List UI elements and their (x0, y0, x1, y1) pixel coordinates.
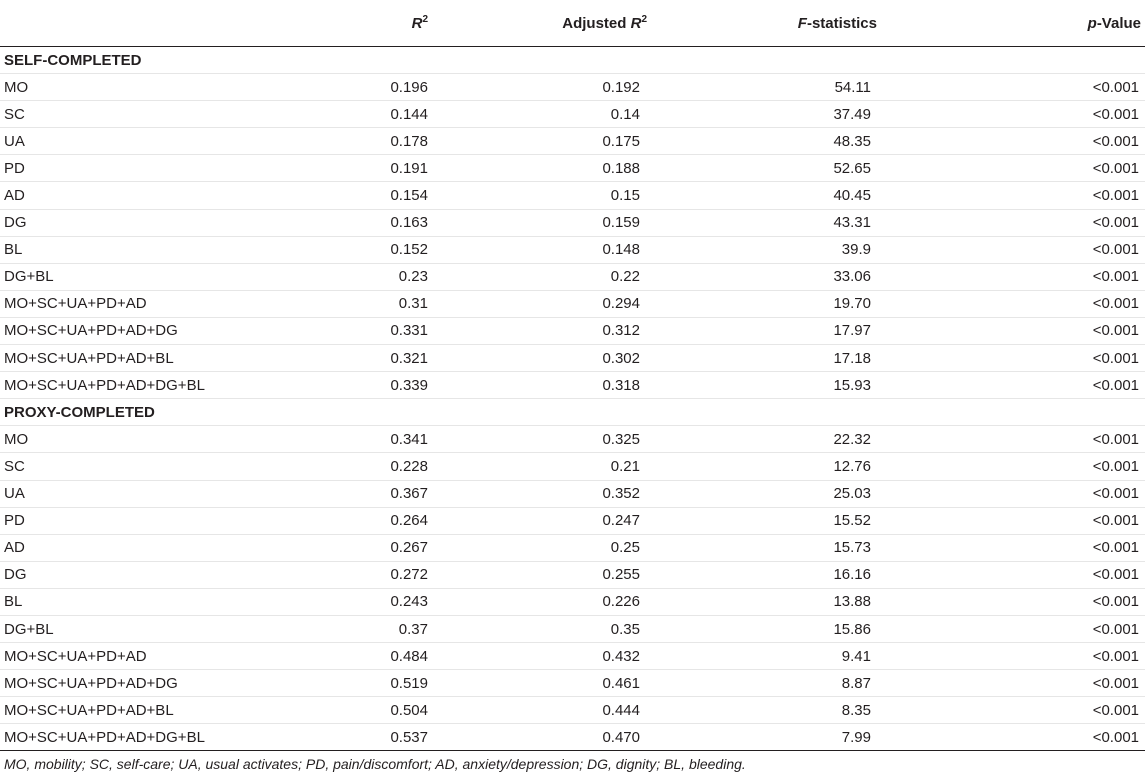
model-name-cell: SC (0, 453, 300, 480)
f-statistic-cell: 19.70 (654, 290, 880, 317)
f-statistic-cell: 52.65 (654, 155, 880, 182)
f-statistic-cell: 40.45 (654, 182, 880, 209)
section-header-row (0, 47, 1145, 74)
table-header (0, 0, 1145, 47)
table-row (0, 74, 1145, 101)
adjusted-r-squared-cell: 0.175 (428, 128, 654, 155)
f-statistic-cell: 15.73 (654, 534, 880, 561)
f-statistic-cell: 33.06 (654, 263, 880, 290)
p-value-cell: <0.001 (880, 236, 1145, 263)
model-name-cell: AD (0, 182, 300, 209)
adjusted-r-squared-cell: 0.461 (428, 670, 654, 697)
f-statistic-cell: 37.49 (654, 101, 880, 128)
p-value-cell: <0.001 (880, 588, 1145, 615)
adjusted-r-squared-cell: 0.15 (428, 182, 654, 209)
table-row (0, 317, 1145, 344)
table-row (0, 236, 1145, 263)
section-title: SELF-COMPLETED (0, 47, 1145, 74)
model-name-cell: DG+BL (0, 263, 300, 290)
r-squared-cell: 0.331 (300, 317, 428, 344)
p-value-cell: <0.001 (880, 643, 1145, 670)
model-name-cell: MO+SC+UA+PD+AD+BL (0, 345, 300, 372)
p-value-cell: <0.001 (880, 670, 1145, 697)
p-value-cell: <0.001 (880, 128, 1145, 155)
table-row (0, 155, 1145, 182)
r-squared-cell: 0.367 (300, 480, 428, 507)
f-statistic-cell: 17.18 (654, 345, 880, 372)
r-squared-cell: 0.23 (300, 263, 428, 290)
header-f-symbol: F (797, 14, 807, 32)
model-name-cell: PD (0, 155, 300, 182)
f-statistic-cell: 16.16 (654, 561, 880, 588)
adjusted-r-squared-cell: 0.159 (428, 209, 654, 236)
model-name-cell: MO (0, 74, 300, 101)
p-value-cell: <0.001 (880, 561, 1145, 588)
header-adjusted-r-squared (428, 0, 654, 47)
p-value-cell: <0.001 (880, 615, 1145, 642)
table-row (0, 724, 1145, 751)
header-r-squared-superscript: 2 (422, 13, 428, 25)
model-name-cell: MO+SC+UA+PD+AD (0, 290, 300, 317)
p-value-cell: <0.001 (880, 453, 1145, 480)
header-model (0, 0, 300, 47)
f-statistic-cell: 17.97 (654, 317, 880, 344)
f-statistic-cell: 15.52 (654, 507, 880, 534)
table-row (0, 480, 1145, 507)
table-row (0, 128, 1145, 155)
table-footnote: MO, mobility; SC, self-care; UA, usual activates; PD, pain/discomfort; AD, anxiety/depression; DG, dignity; BL, bleeding. (4, 756, 746, 772)
adjusted-r-squared-cell: 0.312 (428, 317, 654, 344)
model-name-cell: UA (0, 128, 300, 155)
adjusted-r-squared-cell: 0.302 (428, 345, 654, 372)
adjusted-r-squared-cell: 0.470 (428, 724, 654, 751)
header-adjusted-label: Adjusted (562, 14, 631, 32)
table-row (0, 290, 1145, 317)
f-statistic-cell: 15.86 (654, 615, 880, 642)
f-statistic-cell: 13.88 (654, 588, 880, 615)
adjusted-r-squared-cell: 0.192 (428, 74, 654, 101)
adjusted-r-squared-cell: 0.294 (428, 290, 654, 317)
p-value-cell: <0.001 (880, 101, 1145, 128)
header-r-squared-symbol: R (411, 14, 423, 32)
r-squared-cell: 0.321 (300, 345, 428, 372)
p-value-cell: <0.001 (880, 724, 1145, 751)
p-value-cell: <0.001 (880, 182, 1145, 209)
table-row (0, 643, 1145, 670)
model-name-cell: MO+SC+UA+PD+AD+DG+BL (0, 724, 300, 751)
adjusted-r-squared-cell: 0.21 (428, 453, 654, 480)
p-value-cell: <0.001 (880, 426, 1145, 453)
f-statistic-cell: 39.9 (654, 236, 880, 263)
adjusted-r-squared-cell: 0.255 (428, 561, 654, 588)
r-squared-cell: 0.264 (300, 507, 428, 534)
table-body (0, 47, 1145, 751)
model-name-cell: MO+SC+UA+PD+AD+DG+BL (0, 372, 300, 399)
r-squared-cell: 0.272 (300, 561, 428, 588)
model-name-cell: MO+SC+UA+PD+AD+DG (0, 670, 300, 697)
model-name-cell: MO+SC+UA+PD+AD+DG (0, 317, 300, 344)
f-statistic-cell: 22.32 (654, 426, 880, 453)
table-row (0, 670, 1145, 697)
r-squared-cell: 0.196 (300, 74, 428, 101)
r-squared-cell: 0.341 (300, 426, 428, 453)
adjusted-r-squared-cell: 0.352 (428, 480, 654, 507)
model-name-cell: BL (0, 588, 300, 615)
r-squared-cell: 0.519 (300, 670, 428, 697)
table-row (0, 453, 1145, 480)
p-value-cell: <0.001 (880, 155, 1145, 182)
table-row (0, 209, 1145, 236)
p-value-cell: <0.001 (880, 345, 1145, 372)
adjusted-r-squared-cell: 0.318 (428, 372, 654, 399)
r-squared-cell: 0.228 (300, 453, 428, 480)
r-squared-cell: 0.178 (300, 128, 428, 155)
model-name-cell: BL (0, 236, 300, 263)
r-squared-cell: 0.37 (300, 615, 428, 642)
table-row (0, 534, 1145, 561)
header-f-statistics (654, 0, 880, 47)
table-row (0, 182, 1145, 209)
header-row (0, 0, 1145, 47)
adjusted-r-squared-cell: 0.35 (428, 615, 654, 642)
adjusted-r-squared-cell: 0.188 (428, 155, 654, 182)
table-row (0, 426, 1145, 453)
table-row (0, 507, 1145, 534)
header-adjusted-symbol: R (630, 14, 642, 32)
f-statistic-cell: 43.31 (654, 209, 880, 236)
section-header-row (0, 399, 1145, 426)
adjusted-r-squared-cell: 0.22 (428, 263, 654, 290)
r-squared-cell: 0.154 (300, 182, 428, 209)
section-title: PROXY-COMPLETED (0, 399, 1145, 426)
r-squared-cell: 0.504 (300, 697, 428, 724)
p-value-cell: <0.001 (880, 209, 1145, 236)
header-p-label: -Value (1096, 14, 1141, 32)
p-value-cell: <0.001 (880, 372, 1145, 399)
adjusted-r-squared-cell: 0.14 (428, 101, 654, 128)
r-squared-cell: 0.152 (300, 236, 428, 263)
p-value-cell: <0.001 (880, 74, 1145, 101)
p-value-cell: <0.001 (880, 534, 1145, 561)
f-statistic-cell: 12.76 (654, 453, 880, 480)
f-statistic-cell: 9.41 (654, 643, 880, 670)
model-name-cell: MO+SC+UA+PD+AD+BL (0, 697, 300, 724)
table-row (0, 345, 1145, 372)
table-row (0, 615, 1145, 642)
r-squared-cell: 0.267 (300, 534, 428, 561)
r-squared-cell: 0.243 (300, 588, 428, 615)
adjusted-r-squared-cell: 0.25 (428, 534, 654, 561)
model-name-cell: SC (0, 101, 300, 128)
adjusted-r-squared-cell: 0.226 (428, 588, 654, 615)
r-squared-cell: 0.339 (300, 372, 428, 399)
p-value-cell: <0.001 (880, 263, 1145, 290)
model-name-cell: AD (0, 534, 300, 561)
model-name-cell: DG (0, 561, 300, 588)
header-p-symbol: p (1087, 14, 1097, 32)
f-statistic-cell: 48.35 (654, 128, 880, 155)
model-name-cell: MO+SC+UA+PD+AD (0, 643, 300, 670)
adjusted-r-squared-cell: 0.325 (428, 426, 654, 453)
f-statistic-cell: 25.03 (654, 480, 880, 507)
f-statistic-cell: 8.87 (654, 670, 880, 697)
p-value-cell: <0.001 (880, 697, 1145, 724)
adjusted-r-squared-cell: 0.444 (428, 697, 654, 724)
table-row (0, 372, 1145, 399)
r-squared-cell: 0.537 (300, 724, 428, 751)
table-row (0, 263, 1145, 290)
r-squared-cell: 0.163 (300, 209, 428, 236)
header-r-squared (300, 0, 428, 47)
adjusted-r-squared-cell: 0.432 (428, 643, 654, 670)
r-squared-cell: 0.191 (300, 155, 428, 182)
r-squared-cell: 0.484 (300, 643, 428, 670)
model-name-cell: UA (0, 480, 300, 507)
f-statistic-cell: 7.99 (654, 724, 880, 751)
p-value-cell: <0.001 (880, 480, 1145, 507)
header-f-label: -statistics (806, 14, 877, 32)
table-row (0, 588, 1145, 615)
f-statistic-cell: 54.11 (654, 74, 880, 101)
p-value-cell: <0.001 (880, 290, 1145, 317)
adjusted-r-squared-cell: 0.148 (428, 236, 654, 263)
table-row (0, 697, 1145, 724)
model-name-cell: DG+BL (0, 615, 300, 642)
model-name-cell: PD (0, 507, 300, 534)
header-p-value (880, 0, 1145, 47)
p-value-cell: <0.001 (880, 317, 1145, 344)
header-adjusted-superscript: 2 (641, 13, 647, 25)
r-squared-cell: 0.31 (300, 290, 428, 317)
p-value-cell: <0.001 (880, 507, 1145, 534)
r-squared-cell: 0.144 (300, 101, 428, 128)
f-statistic-cell: 8.35 (654, 697, 880, 724)
table-row (0, 561, 1145, 588)
model-name-cell: MO (0, 426, 300, 453)
table-row (0, 101, 1145, 128)
model-name-cell: DG (0, 209, 300, 236)
f-statistic-cell: 15.93 (654, 372, 880, 399)
adjusted-r-squared-cell: 0.247 (428, 507, 654, 534)
